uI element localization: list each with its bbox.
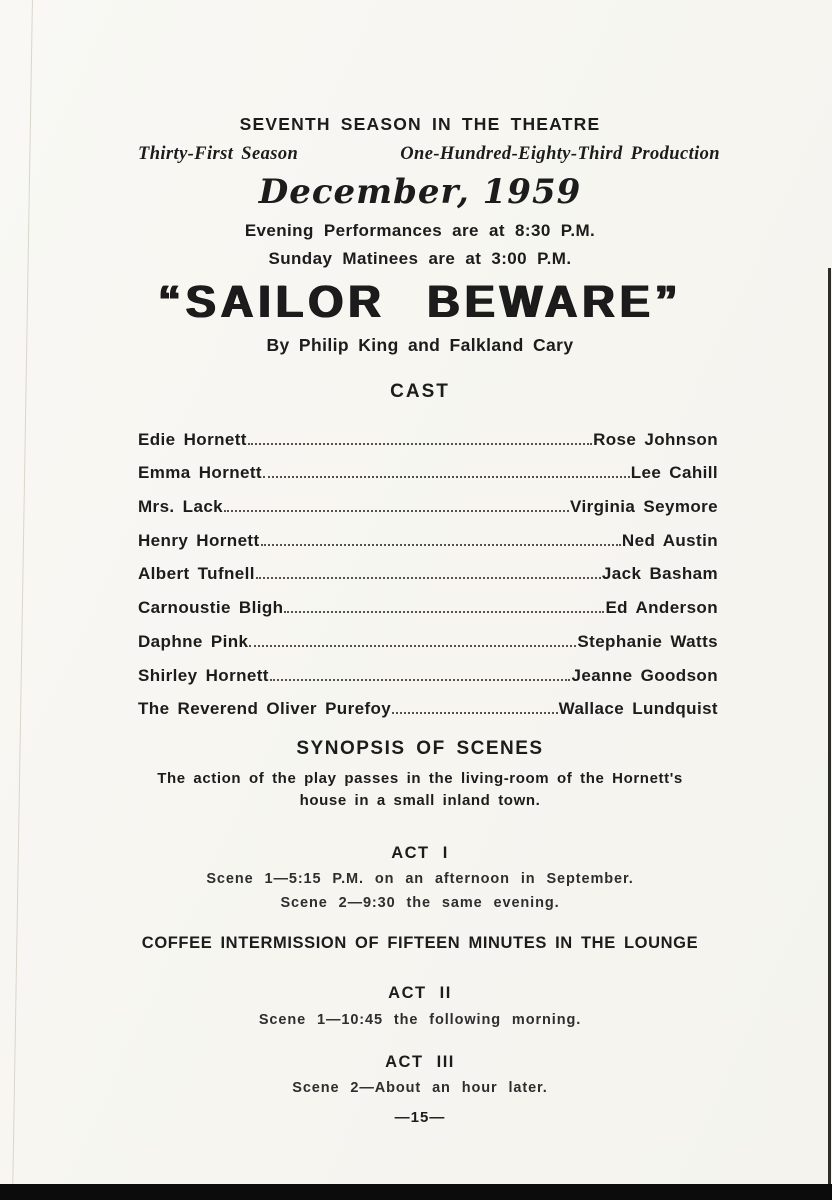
play-byline: By Philip King and Falkland Cary (266, 335, 574, 355)
dot-leader (392, 712, 557, 714)
act-1-scene-2: Scene 2—9:30 the same evening. (280, 895, 560, 912)
cast-row (138, 450, 718, 484)
cast-row (138, 517, 718, 551)
act-2-scene-1: Scene 1—10:45 the following morning. (258, 1012, 582, 1029)
cast-actor: Stephanie Watts (577, 631, 718, 651)
cast-list (112, 416, 728, 719)
act-1-section (112, 844, 728, 911)
dot-leader (270, 679, 571, 681)
cast-role: Daphne Pink (138, 631, 249, 651)
matinee-performance-line: Sunday Matinees are at 3:00 P.M. (268, 249, 572, 268)
cast-actor: Rose Johnson (593, 429, 718, 449)
act-2-section (112, 984, 728, 1028)
act-3-scene-1: Scene 2—About an hour later. (292, 1080, 548, 1097)
cast-actor: Jack Basham (601, 564, 718, 584)
dot-leader (224, 510, 569, 512)
dot-leader (263, 476, 630, 478)
intermission-notice: COFFEE INTERMISSION OF FIFTEEN MINUTES IN THE LOUNGE (141, 934, 699, 953)
dot-leader (284, 611, 604, 613)
cast-actor: Ed Anderson (605, 598, 718, 618)
synopsis-heading: SYNOPSIS OF SCENES (296, 738, 544, 760)
act-3-section (112, 1053, 728, 1096)
dot-leader (249, 645, 576, 647)
cast-actor: Virginia Seymore (570, 497, 718, 517)
act-1-scene-1: Scene 1—5:15 P.M. on an afternoon in September. (206, 871, 634, 888)
cast-role: Henry Hornett (138, 530, 260, 550)
page-number: —15— (394, 1109, 446, 1127)
dot-leader (261, 544, 621, 546)
season-top-heading: SEVENTH SEASON IN THE THEATRE (239, 114, 601, 134)
act-3-heading: ACT III (385, 1053, 455, 1072)
act-2-heading: ACT II (388, 984, 452, 1003)
program-content (112, 0, 728, 1126)
cast-role: Carnoustie Bligh (138, 598, 284, 618)
cast-role: The Reverend Oliver Purefoy (138, 699, 392, 719)
cast-row (138, 686, 718, 720)
play-title: “SAILOR BEWARE” (157, 276, 683, 327)
season-number: Thirty-First Season (138, 144, 299, 164)
evening-performance-line: Evening Performances are at 8:30 P.M. (244, 221, 596, 240)
scan-left-edge-line (12, 0, 33, 1200)
scan-right-edge-line (828, 268, 831, 1200)
cast-row (138, 584, 718, 618)
cast-actor: Lee Cahill (630, 463, 718, 483)
act-1-heading: ACT I (391, 844, 449, 863)
season-production-row (112, 144, 728, 165)
dot-leader (256, 577, 601, 579)
production-number: One-Hundred-Eighty-Third Production (400, 144, 720, 164)
cast-role: Emma Hornett (138, 463, 262, 483)
scan-bottom-strip (0, 1184, 832, 1200)
cast-heading: CAST (390, 381, 450, 402)
dot-leader (248, 443, 592, 445)
cast-role: Edie Hornett (138, 429, 247, 449)
cast-row (138, 618, 718, 652)
cast-actor: Wallace Lundquist (558, 699, 718, 719)
cast-row (138, 416, 718, 450)
cast-role: Shirley Hornett (138, 665, 269, 685)
synopsis-text: The action of the play passes in the living-room of the Hornett's house in a small inland town. (157, 770, 683, 809)
cast-role: Albert Tufnell (138, 564, 255, 584)
cast-row (138, 551, 718, 585)
cast-actor: Jeanne Goodson (571, 665, 718, 685)
cast-row (138, 652, 718, 686)
cast-actor: Ned Austin (621, 530, 718, 550)
performance-times (112, 217, 728, 273)
cast-role: Mrs. Lack (138, 497, 224, 517)
cast-row (138, 483, 718, 517)
program-date: December, 1959 (258, 172, 582, 212)
